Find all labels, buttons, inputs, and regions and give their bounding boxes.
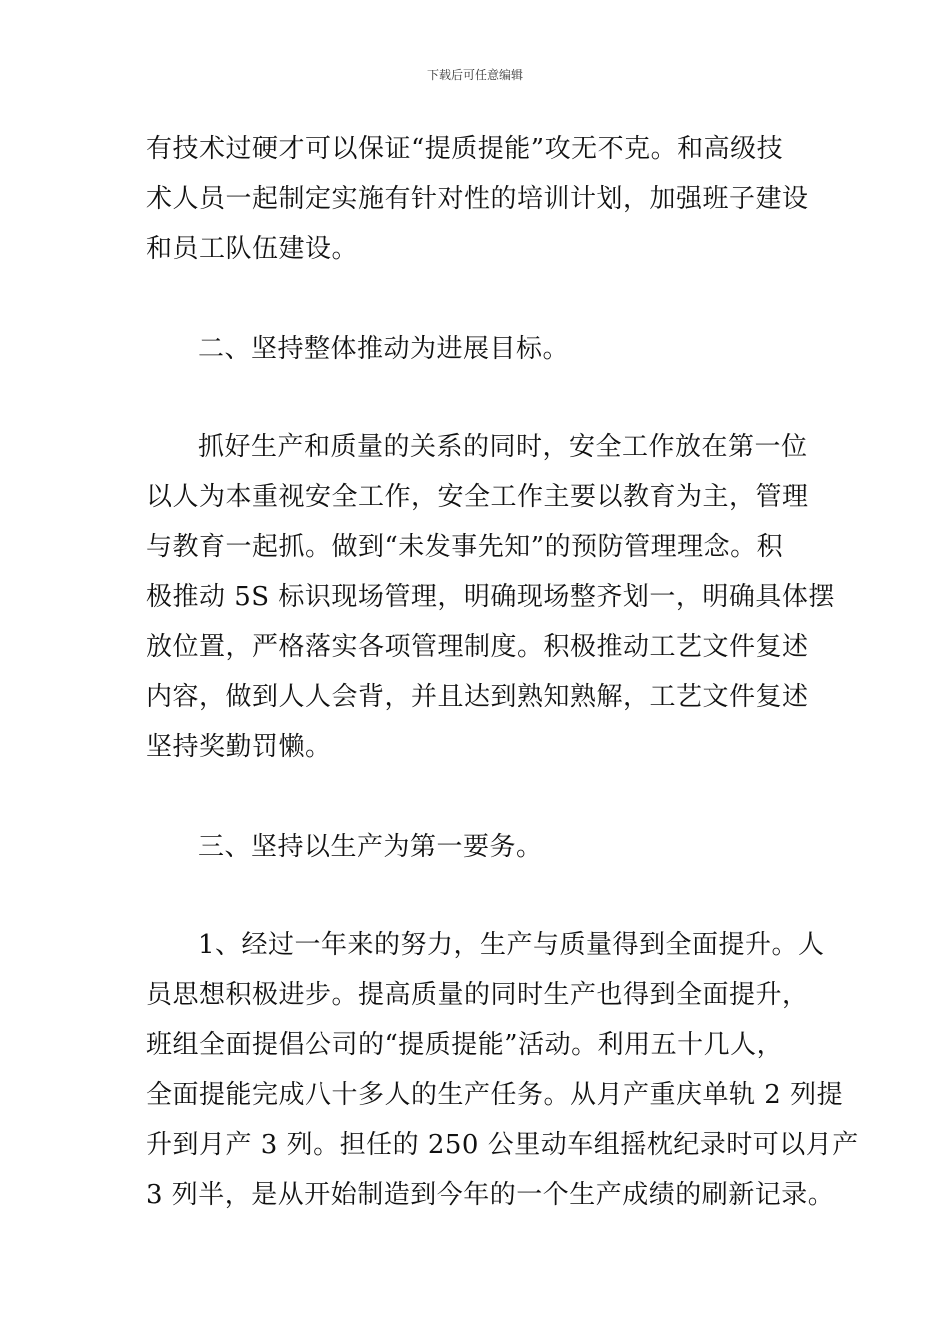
text-line: 与教育一起抓。做到“未发事先知”的预防管理理念。积 bbox=[146, 532, 784, 562]
text-line: 升到月产 3 列。担任的 250 公里动车组摇枕纪录时可以月产 bbox=[146, 1130, 859, 1160]
text-line: 以人为本重视安全工作，安全工作主要以教育为主，管理 bbox=[146, 482, 809, 512]
text-line: 3 列半，是从开始制造到今年的一个生产成绩的刷新记录。 bbox=[146, 1180, 835, 1210]
text-line: 坚持奖勤罚懒。 bbox=[146, 732, 332, 762]
text-line: 有技术过硬才可以保证“提质提能”攻无不克。和高级技 bbox=[146, 134, 784, 164]
heading-text: 二、坚持整体推动为进展目标。 bbox=[198, 334, 570, 364]
paragraph-production bbox=[146, 920, 859, 1220]
text-line: 和员工队伍建设。 bbox=[146, 234, 359, 264]
section-heading-2 bbox=[146, 324, 818, 374]
paragraph-safety bbox=[146, 422, 835, 772]
text-line: 1、经过一年来的努力，生产与质量得到全面提升。人 bbox=[198, 930, 825, 960]
paragraph-1 bbox=[146, 124, 818, 274]
text-line: 内容，做到人人会背，并且达到熟知熟解，工艺文件复述 bbox=[146, 682, 809, 712]
text-line: 员思想积极进步。提高质量的同时生产也得到全面提升， bbox=[146, 980, 809, 1010]
text-line: 放位置，严格落实各项管理制度。积极推动工艺文件复述 bbox=[146, 632, 809, 662]
text-line: 全面提能完成八十多人的生产任务。从月产重庆单轨 2 列提 bbox=[146, 1080, 844, 1110]
heading-text: 三、坚持以生产为第一要务。 bbox=[198, 832, 543, 862]
text-line: 术人员一起制定实施有针对性的培训计划，加强班子建设 bbox=[146, 184, 809, 214]
text-line: 班组全面提倡公司的“提质提能”活动。利用五十几人， bbox=[146, 1030, 784, 1060]
section-heading-3 bbox=[146, 822, 818, 872]
text-line: 极推动 5S 标识现场管理，明确现场整齐划一，明确具体摆 bbox=[146, 582, 835, 612]
text-line: 抓好生产和质量的关系的同时，安全工作放在第一位 bbox=[198, 432, 808, 462]
page-header: 下载后可任意编辑 bbox=[426, 68, 523, 82]
